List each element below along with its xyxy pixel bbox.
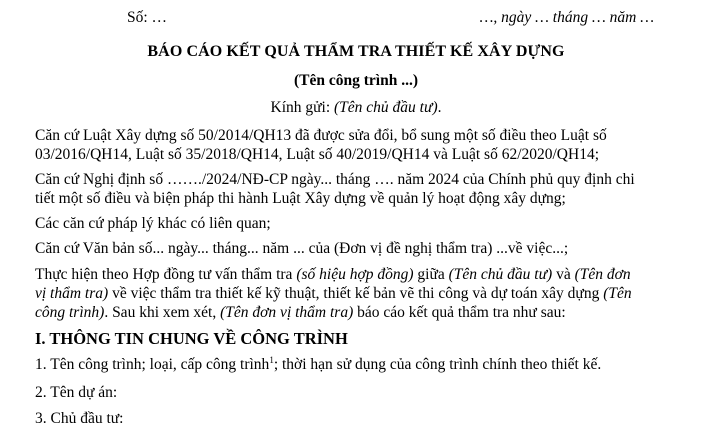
execution-text: về việc thẩm tra thiết kế kỹ thuật, thiết kế bản vẽ thi công và dự toán xây dựng xyxy=(108,285,604,302)
info-item-text: 1. Tên công trình; loại, cấp công trình xyxy=(35,356,270,373)
verifier-placeholder: vị thẩm tra) xyxy=(35,285,109,302)
info-item-2: 2. Tên dự án: xyxy=(35,384,118,401)
project-placeholder: (Tên xyxy=(603,285,632,302)
execution-line-2 xyxy=(35,284,694,304)
verifier-placeholder: (Tên đơn xyxy=(574,266,631,283)
info-item-text: ; thời hạn sử dụng của công trình chính theo thiết kế. xyxy=(273,356,602,373)
addressee-line xyxy=(0,99,712,117)
execution-text: báo cáo kết quả thẩm tra như sau: xyxy=(353,304,566,321)
basis-law-line-2: 03/2016/QH14, Luật số 35/2018/QH14, Luật số 40/2019/QH14 và Luật số 62/2020/QH14; xyxy=(35,146,599,163)
basis-document: Căn cứ Văn bản số... ngày... tháng... năm ... của (Đơn vị đề nghị thẩm tra) ...về việc...; xyxy=(35,240,569,257)
verifier-placeholder: (Tên đơn vị thẩm tra) xyxy=(220,304,354,321)
contract-number-placeholder: (số hiệu hợp đồng) xyxy=(296,266,414,283)
execution-text: Thực hiện theo Hợp đồng tư vấn thẩm tra xyxy=(35,266,297,283)
info-item-3: 3. Chủ đầu tư: xyxy=(35,410,124,427)
section-heading: I. THÔNG TIN CHUNG VỀ CÔNG TRÌNH xyxy=(35,329,348,348)
info-item-1 xyxy=(35,355,694,375)
addressee-suffix: . xyxy=(437,99,442,116)
addressee-recipient: (Tên chủ đầu tư) xyxy=(334,99,438,116)
project-name-subtitle: (Tên công trình ...) xyxy=(294,72,418,89)
basis-other-legal: Các căn cứ pháp lý khác có liên quan; xyxy=(35,215,271,232)
basis-decree-line-2: tiết một số điều và biện pháp thi hành Luật Xây dựng về quản lý hoạt động xây dựng; xyxy=(35,190,566,207)
execution-text: và xyxy=(552,266,575,283)
basis-law-line-1: Căn cứ Luật Xây dựng số 50/2014/QH13 đã được sửa đổi, bổ sung một số điều theo Luật số xyxy=(35,127,607,144)
addressee-prefix: Kính gửi: xyxy=(270,99,335,116)
execution-text: giữa xyxy=(413,266,449,283)
execution-line-3 xyxy=(35,303,694,323)
footnote-marker: 1 xyxy=(269,355,274,365)
page-title: BÁO CÁO KẾT QUẢ THẨM TRA THIẾT KẾ XÂY DỰNG xyxy=(147,43,565,60)
project-placeholder: công trình) xyxy=(35,304,105,321)
basis-decree-line-1: Căn cứ Nghị định số ……./2024/NĐ-CP ngày... tháng …. năm 2024 của Chính phủ quy định chi xyxy=(35,171,635,188)
execution-line-1 xyxy=(35,265,694,285)
execution-text: . Sau khi xem xét, xyxy=(104,304,221,321)
document-number: Số: … xyxy=(127,9,168,26)
document-header xyxy=(0,9,712,31)
document-date: …, ngày … tháng … năm … xyxy=(479,9,654,26)
investor-placeholder: (Tên chủ đầu tư) xyxy=(448,266,553,283)
